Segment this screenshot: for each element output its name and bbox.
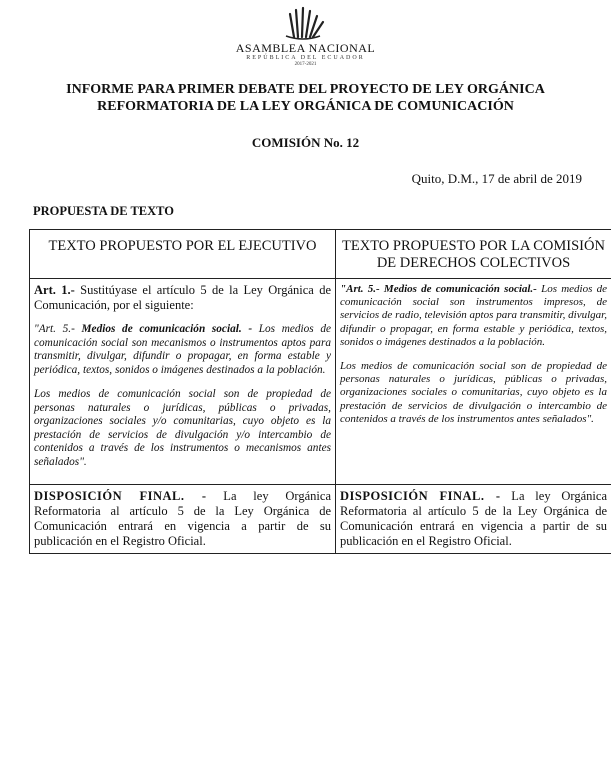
article-paragraph (34, 323, 331, 377)
article-title: "Art. 5.- Medios de comunicación social.- (340, 283, 537, 295)
article-title: Medios de comunicación social. - (81, 323, 253, 335)
article-paragraph: Los medios de comunicación social son de propiedad de personas naturales o jurídicas, públicas o privadas, organizaciones sociales y/o comunitarias, cuyo objeto es la prestación de servicios de divulgación y/o intercambio de contenidos a través de los instrumentos o mecanismos antes señalados". (34, 388, 331, 468)
section-heading: PROPUESTA DE TEXTO (33, 204, 175, 218)
col-executive-header: TEXTO PROPUESTO POR EL EJECUTIVO (30, 230, 336, 279)
article-paragraph: Los medios de comunicación social son de propiedad de personas naturales o jurídicas, públicas o privadas, organizaciones sociales o comunitarias, cuyo objeto es la prestación de servicios de divulgación o intercambio de contenidos a través de los instrumentos antes señalados". (340, 360, 607, 425)
country-line: REPÚBLICA DEL ECUADOR (246, 55, 365, 61)
organization-name: ASAMBLEA NACIONAL (235, 41, 376, 55)
article-text: Los medios de comunicación social son mecanismos o instrumentos aptos para transmitir, divulgar, difundir o propagar, en forma estable y periódica, textos, sonidos o imágenes destinados a la población. (34, 323, 331, 376)
article-open: "Art. 5.- (34, 323, 82, 335)
report-title: INFORME PARA PRIMER DEBATE DEL PROYECTO DE LEY ORGÁNICA REFORMATORIA DE LA LEY ORGÁNICA DE COMUNICACIÓN (66, 82, 545, 114)
comparison-table (29, 229, 611, 554)
final-disposition-label: DISPOSICIÓN FINAL. - (34, 489, 207, 503)
executive-final-cell (30, 485, 336, 554)
table-row (30, 485, 611, 554)
commission-final-cell (336, 485, 611, 554)
commission-article-cell (336, 279, 611, 485)
table-row (30, 279, 611, 485)
col-commission-header: TEXTO PROPUESTO POR LA COMISIÓN DE DERECHOS COLECTIVOS (336, 230, 611, 279)
asamblea-logo-icon (268, 6, 338, 40)
article-intro (34, 283, 331, 312)
article-label: Art. 1.- (34, 283, 75, 297)
final-disposition-text: La ley Orgánica Reformatoria al artículo 5 de la Ley Orgánica de Comunicación entrará en vigencia a partir de su publicación en el Registro Oficial. (340, 489, 607, 548)
table-header-row (30, 230, 611, 279)
date-line: Quito, D.M., 17 de abril de 2019 (411, 171, 582, 186)
article-text: Los medios de comunicación social son instrumentos impresos, de servicios de radio, televisión aptos para transmitir, divulgar, difundir o propagar, en forma estable y periódica, textos, sonidos o imágenes destinados a la población. (340, 283, 608, 348)
article-paragraph (340, 283, 607, 349)
final-disposition-label: DISPOSICIÓN FINAL. - (340, 489, 501, 503)
executive-article-cell (30, 279, 336, 485)
article-intro-text: Sustitúyase el artículo 5 de la Ley Orgánica de Comunicación, por el siguiente: (34, 283, 331, 312)
final-disposition-text: La ley Orgánica Reformatoria al artículo 5 de la Ley Orgánica de Comunicación entrará en vigencia a partir de su publicación en el Registro Oficial. (34, 489, 331, 548)
commission-number: COMISIÓN No. 12 (251, 135, 360, 150)
period-line: 2017-2021 (294, 62, 317, 67)
